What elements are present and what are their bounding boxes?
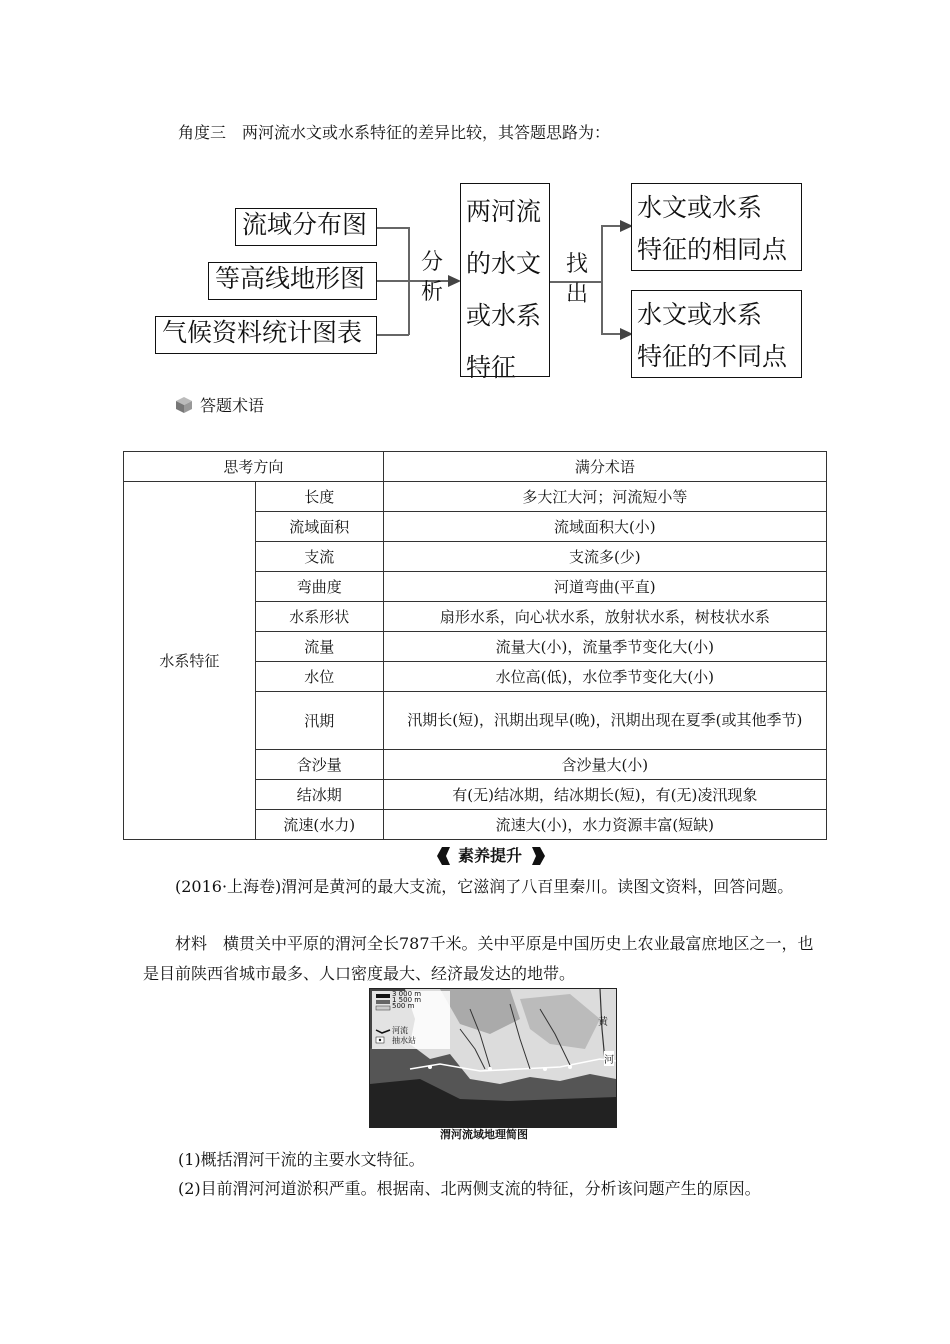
table-cell: 含沙量 <box>255 750 383 780</box>
bracket-left-icon <box>437 847 451 865</box>
flow-box-same: 水文或水系 特征的相同点 <box>631 183 802 271</box>
table-header-row <box>124 452 827 482</box>
flow-box-contour-map: 等高线地形图 <box>208 262 377 300</box>
section-tag: 素养提升 <box>458 846 523 865</box>
terms-table <box>123 451 827 840</box>
table-cell: 流域面积大(小) <box>383 512 826 542</box>
table-cell: 多大江大河；河流短小等 <box>383 482 826 512</box>
question-2: (2)目前渭河河道淤积严重。根据南、北两侧支流的特征，分析该问题产生的原因。 <box>178 1179 761 1198</box>
table-cell: 支流多(少) <box>383 542 826 572</box>
table-cell: 长度 <box>255 482 383 512</box>
question-1: (1)概括渭河干流的主要水文特征。 <box>178 1150 425 1169</box>
map-label-yellow-river: 黄 <box>598 1017 608 1028</box>
table-cell: 流速大(小)，水力资源丰富(短缺) <box>383 810 826 840</box>
table-cell: 流域面积 <box>255 512 383 542</box>
bracket-right-icon <box>531 847 545 865</box>
intro-heading: 角度三 两河流水文或水系特征的差异比较，其答题思路为： <box>178 123 611 142</box>
table-cell: 支流 <box>255 542 383 572</box>
map-legend: 3 000 m 1 500 m 500 m <box>392 990 422 1010</box>
question-source: (2016·上海卷)渭河是黄河的最大支流，它滋润了八百里秦川。读图文资料，回答问题。 <box>175 877 794 896</box>
flow-box-features: 两河流 的水文 或水系 特征 <box>460 183 550 377</box>
table-cell: 含沙量大(小) <box>383 750 826 780</box>
table-cell: 流量大(小)，流量季节变化大(小) <box>383 632 826 662</box>
table-cell: 流量 <box>255 632 383 662</box>
table-cell: 水系形状 <box>255 602 383 632</box>
question-material: 材料 横贯关中平原的渭河全长787千米。关中平原是中国历史上农业最富庶地区之一，也是目前陕西省城市最多、人口密度最大、经济最发达的地带。 <box>143 934 814 983</box>
flow-box-basin-map: 流域分布图 <box>235 208 377 246</box>
flow-box-different: 水文或水系 特征的不同点 <box>631 290 802 378</box>
table-cell: 汛期 <box>255 692 383 750</box>
map-legend-symbols: 河流 抽水站 <box>392 1026 416 1045</box>
table-cell: 弯曲度 <box>255 572 383 602</box>
table-cell: 扇形水系，向心状水系，放射状水系，树枝状水系 <box>383 602 826 632</box>
table-cell: 有(无)结冰期，结冰期长(短)，有(无)凌汛现象 <box>383 780 826 810</box>
table-cell: 汛期长(短)，汛期出现早(晚)，汛期出现在夏季(或其他季节) <box>383 692 826 750</box>
map-label-yellow-river: 河 <box>604 1051 614 1066</box>
map-caption: 渭河流域地理简图 <box>440 1128 528 1141</box>
table-group-cell: 水系特征 <box>124 482 256 840</box>
table-cell: 河道弯曲(平直) <box>383 572 826 602</box>
table-row <box>124 482 827 512</box>
cube-icon <box>175 396 193 414</box>
table-header: 思考方向 <box>124 452 384 482</box>
table-header: 满分术语 <box>383 452 826 482</box>
table-cell: 水位 <box>255 662 383 692</box>
analyze-label: 分 析 <box>421 250 444 305</box>
table-cell: 结冰期 <box>255 780 383 810</box>
weihe-basin-map <box>369 988 617 1128</box>
find-label: 找 出 <box>566 252 589 307</box>
flow-box-climate-chart: 气候资料统计图表 <box>155 316 377 354</box>
terms-title: 答题术语 <box>200 396 265 415</box>
table-cell: 水位高(低)，水位季节变化大(小) <box>383 662 826 692</box>
table-cell: 流速(水力) <box>255 810 383 840</box>
